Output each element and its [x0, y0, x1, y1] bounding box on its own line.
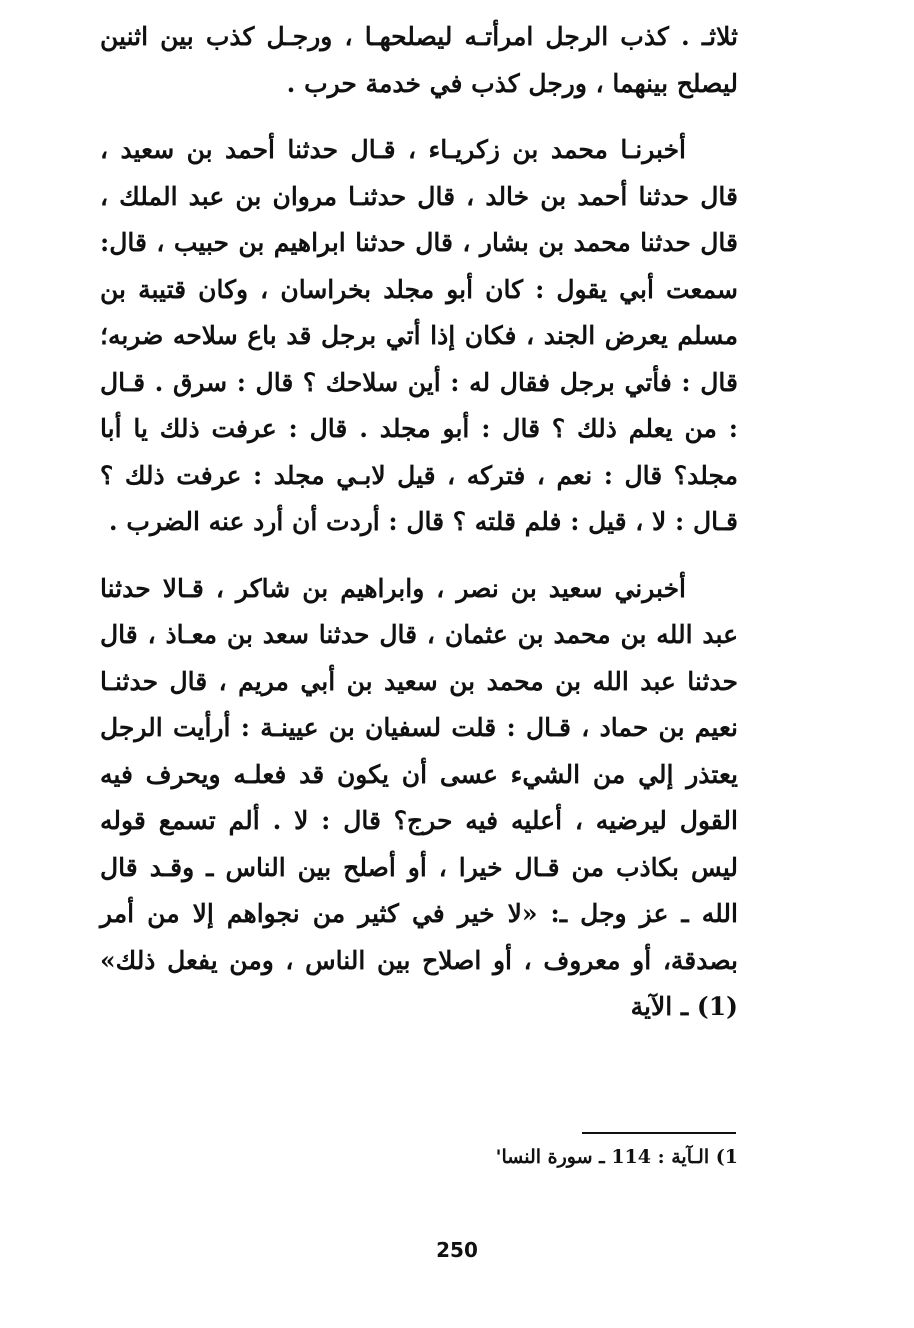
main-text: [100, 14, 738, 1031]
paragraph-2: أخبرنـا محمد بن زكريـاء ، قـال حدثنا أحمد بن سعيد ، قال حدثنا أحمد بن خالد ، قال حدثنـا مروان بن عبد الملك ، قال حدثنا محمد بن بشار ، قال حدثنا ابراهيم بن حبيب ، قال: سمعت أبي يقول : كان أبو مجلد بخراسان ، وكان قتيبة بن مسلم يعرض الجند ، فكان إذا أتي برجل قد باع سلاحه ضربه؛ قال : فأتي برجل فقال له : أين سلاحك ؟ قال : سرق . قـال : من يعلم ذلك ؟ قال : أبو مجلد . قال : عرفت ذلك يا أبا مجلد؟ قال : نعم ، فتركه ، قيل لابـي مجلد : عرفت ذلك ؟ قـال : لا ، قيل : فلم قلته ؟ قال : أردت أن أرد عنه الضرب .: [100, 135, 738, 536]
page-number: 250: [436, 1238, 478, 1262]
footnote-divider: [582, 1132, 736, 1134]
footnote-marker: 1): [715, 1146, 738, 1168]
paragraph-1: ثلاثـ . كذب الرجل امرأتـه ليصلحهـا ، ورجـل كذب بين اثنين ليصلح بينهما ، ورجل كذب في خدمة حرب .: [100, 22, 738, 98]
paragraph-3: أخبرني سعيد بن نصر ، وابراهيم بن شاكر ، قـالا حدثنا عبد الله بن محمد بن عثمان ، قال حدثنا سعد بن معـاذ ، قال حدثنا عبد الله بن محمد بن سعيد بن أبي مريم ، قال حدثنـا نعيم بن حماد ، قـال : قلت لسفيان بن عيينـة : أرأيت الرجل يعتذر إلي من الشيء عسى أن يكون قد فعلـه ويحرف فيه القول ليرضيه ، أعليه فيه حرج؟ قال : لا . ألم تسمع قوله ليس بكاذب من قـال خيرا ، أو أصلح بين الناس ـ وقـد قال الله ـ عز وجل ـ: «لا خير في كثير من نجواهم إلا من أمر بصدقة، أو معروف ، أو اصلاح بين الناس ، ومن يفعل ذلك» (1) ـ الآية: [100, 573, 738, 1021]
footnote: [338, 1146, 738, 1168]
footnote-text: الـآية : 114 ـ سورة النسا': [495, 1146, 710, 1168]
